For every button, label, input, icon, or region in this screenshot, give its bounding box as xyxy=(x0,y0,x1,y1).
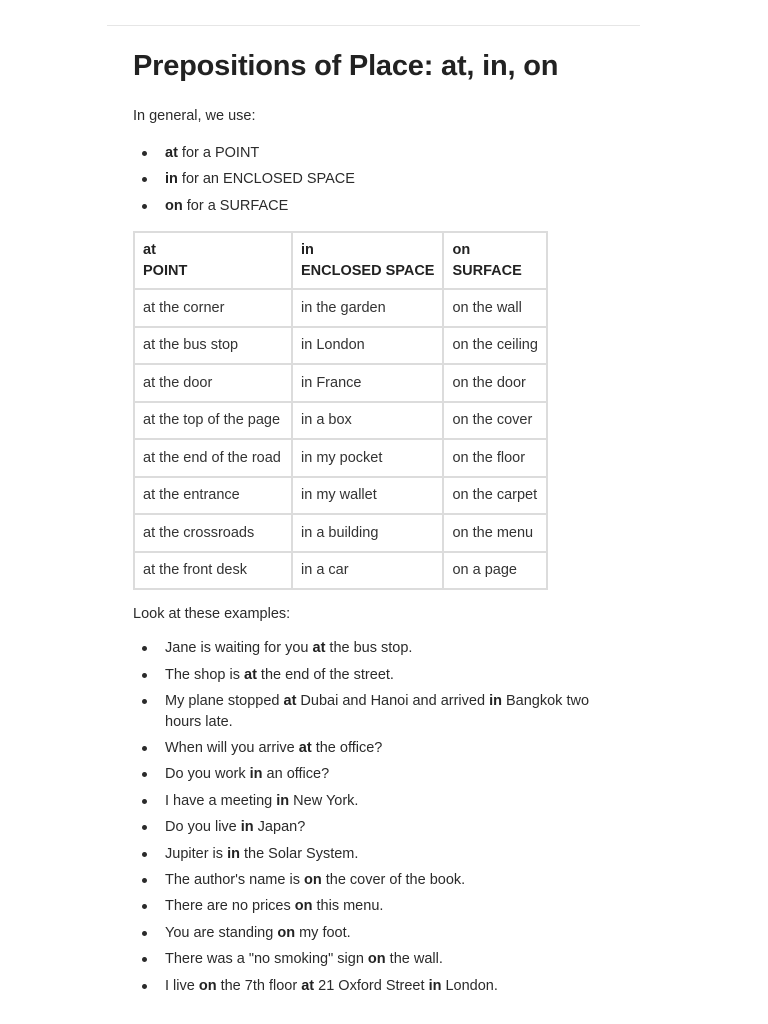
table-cell: on the menu xyxy=(443,514,547,552)
example-item xyxy=(133,735,603,761)
column-header-in xyxy=(292,232,443,289)
example-item xyxy=(133,761,603,787)
example-item xyxy=(133,814,603,840)
rule-word: at xyxy=(165,145,178,161)
table-cell: in France xyxy=(292,364,443,402)
table-cell: on a page xyxy=(443,552,547,590)
example-text: 21 Oxford Street xyxy=(314,977,429,994)
example-item xyxy=(133,662,603,688)
table-cell: on the carpet xyxy=(443,477,547,515)
table-cell: on the door xyxy=(443,364,547,402)
example-text: the cover of the book. xyxy=(321,872,466,889)
rule-item-at xyxy=(133,140,603,166)
example-text: the Solar System. xyxy=(239,845,359,862)
rule-word: in xyxy=(165,171,178,188)
table-row xyxy=(134,514,547,552)
example-text: My plane stopped xyxy=(165,692,284,709)
example-text: my foot. xyxy=(295,924,351,941)
table-cell: at the front desk xyxy=(134,552,292,590)
rules-list xyxy=(133,140,603,219)
prepositions-table xyxy=(133,231,548,590)
column-header-on xyxy=(443,232,547,289)
preposition: in xyxy=(428,977,442,994)
table-cell: in the garden xyxy=(292,289,443,327)
example-text: When will you arrive xyxy=(165,740,299,757)
table-cell: on the cover xyxy=(443,402,547,440)
example-item xyxy=(133,920,603,946)
example-item xyxy=(133,867,603,893)
article xyxy=(133,48,603,999)
example-text: The author's name is xyxy=(165,872,304,889)
example-item xyxy=(133,788,603,814)
table-cell: at the corner xyxy=(134,289,292,327)
table-header-row xyxy=(134,232,547,289)
rule-text: for an ENCLOSED SPACE xyxy=(177,171,355,188)
example-item xyxy=(133,635,603,661)
example-text: Bangkok two hours late. xyxy=(165,692,590,730)
example-text: The shop is xyxy=(165,666,244,683)
example-text: I live xyxy=(165,977,199,994)
example-text: the bus stop. xyxy=(325,640,413,657)
example-text: the 7th floor xyxy=(216,977,302,994)
examples-list xyxy=(133,635,603,999)
table-cell: in London xyxy=(292,327,443,365)
table-row xyxy=(134,327,547,365)
example-item xyxy=(133,893,603,919)
header-word: on xyxy=(452,241,471,258)
preposition: in xyxy=(276,792,290,809)
example-text: Jupiter is xyxy=(165,845,228,862)
example-text: There are no prices xyxy=(165,898,295,915)
example-text: I have a meeting xyxy=(165,792,277,809)
example-item xyxy=(133,841,603,867)
rule-item-on xyxy=(133,193,603,219)
header-label: SURFACE xyxy=(452,262,522,279)
table-cell: on the floor xyxy=(443,439,547,477)
preposition: at xyxy=(312,640,326,657)
table-row xyxy=(134,477,547,515)
table-cell: at the top of the page xyxy=(134,402,292,440)
example-text: the end of the street. xyxy=(256,666,394,683)
table-cell: in a box xyxy=(292,402,443,440)
table-cell: at the end of the road xyxy=(134,439,292,477)
table-cell: in my wallet xyxy=(292,477,443,515)
example-text: an office? xyxy=(262,766,330,783)
table-cell: on the wall xyxy=(443,289,547,327)
example-text: Do you work xyxy=(165,766,250,783)
table-cell: in a building xyxy=(292,514,443,552)
example-item xyxy=(133,688,603,735)
example-text: this menu. xyxy=(312,898,384,915)
rule-text: for a SURFACE xyxy=(182,197,289,214)
table-cell: at the door xyxy=(134,364,292,402)
rule-word: on xyxy=(165,197,183,214)
preposition: in xyxy=(489,692,502,709)
preposition: on xyxy=(198,977,217,994)
table-row xyxy=(134,552,547,590)
example-text: the wall. xyxy=(385,951,443,968)
preposition: on xyxy=(367,951,386,968)
preposition: at xyxy=(298,740,312,757)
preposition: in xyxy=(240,819,254,836)
table-cell: at the bus stop xyxy=(134,327,292,365)
page-title: Prepositions of Place: at, in, on xyxy=(133,50,559,82)
rule-text: for a POINT xyxy=(177,145,260,161)
example-text: the office? xyxy=(311,740,383,757)
example-text: Japan? xyxy=(253,819,306,836)
table-row xyxy=(134,439,547,477)
table-cell: in my pocket xyxy=(292,439,443,477)
intro-text: In general, we use: xyxy=(133,108,256,124)
header-word: in xyxy=(301,241,314,258)
example-text: Do you live xyxy=(165,819,241,836)
preposition: at xyxy=(301,977,315,994)
example-text: London. xyxy=(441,977,498,994)
preposition: at xyxy=(283,692,297,709)
preposition: at xyxy=(244,666,257,683)
table-row xyxy=(134,289,547,327)
top-divider xyxy=(107,25,640,26)
table-cell: in a car xyxy=(292,552,443,590)
examples-intro: Look at these examples: xyxy=(133,606,291,623)
table-cell: at the crossroads xyxy=(134,514,292,552)
example-item xyxy=(133,946,603,972)
example-text: New York. xyxy=(289,792,359,809)
header-label: ENCLOSED SPACE xyxy=(301,262,435,279)
preposition: on xyxy=(277,924,296,941)
table-cell: at the entrance xyxy=(134,477,292,515)
example-text: Jane is waiting for you xyxy=(165,640,313,657)
example-text: You are standing xyxy=(165,924,278,941)
preposition: in xyxy=(227,845,240,862)
preposition: in xyxy=(249,766,263,783)
table-body xyxy=(134,289,547,589)
table-row xyxy=(134,364,547,402)
table-cell: on the ceiling xyxy=(443,327,547,365)
header-word: at xyxy=(143,241,156,258)
example-item xyxy=(133,973,603,999)
example-text: There was a "no smoking" sign xyxy=(165,951,368,968)
example-text: Dubai and Hanoi and arrived xyxy=(296,692,490,709)
table-row xyxy=(134,402,547,440)
preposition: on xyxy=(303,872,322,889)
rule-item-in xyxy=(133,166,603,192)
column-header-at xyxy=(134,232,292,289)
preposition: on xyxy=(294,898,313,915)
header-label: POINT xyxy=(143,262,188,279)
